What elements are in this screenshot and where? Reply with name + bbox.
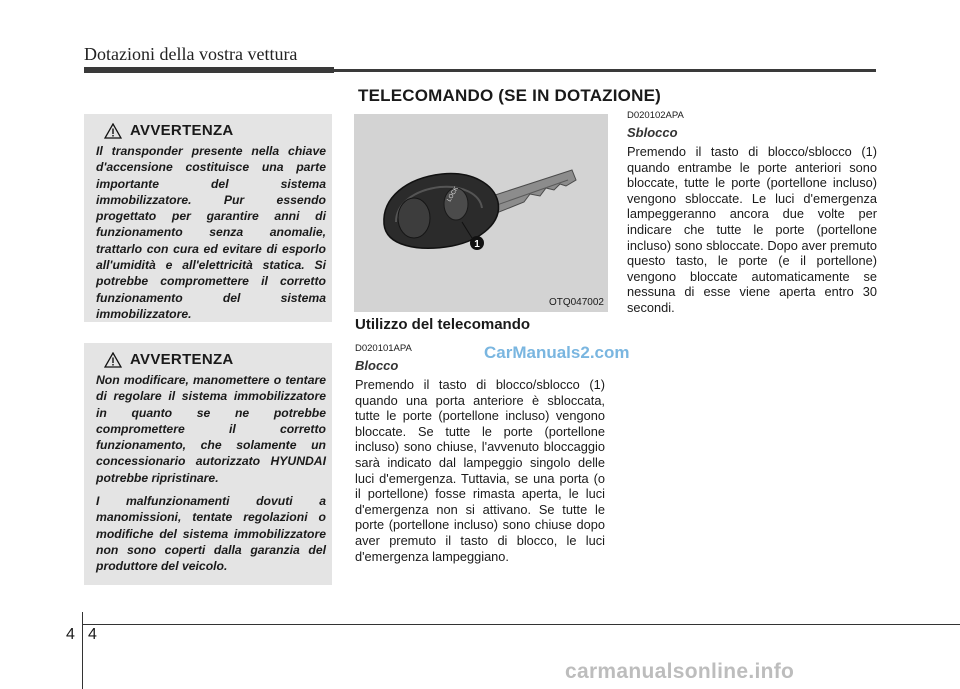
- callout-number: 1: [474, 239, 480, 250]
- lock-code: D020101APA: [355, 343, 412, 354]
- warning-text: Non modificare, manomettere o tentare di regolare il sistema immobilizzatore in quanto se ne potrebbe compromettere il corretto funzionamento, che solamente un concessionario autorizzato HYUNDAI potrebbe ripristinare.: [96, 373, 326, 485]
- watermark-bottom: carmanualsonline.info: [565, 660, 795, 683]
- key-illustration: [354, 114, 608, 312]
- warning-text: Il transponder presente nella chiave d'accensione costituisce una parte importante del sistema immobilizzatore. Pur essendo progettato per garantire anni di funzionamento senza anomalie, trattarlo con cura ed evitare di esporlo all'umidità e all'elettricità statica. Si potrebbe compromettere il corretto funzionamento del sistema immobilizzatore.: [96, 144, 326, 321]
- header-rule-thin: [334, 69, 876, 72]
- unlock-text: Premendo il tasto di blocco/sblocco (1) quando entrambe le porte anteriori sono bloccate, tutte le porte (portellone incluso) vengono sbloccate. Le luci d'emergenza lampeggeranno ancora due volte per indicare che tutte le porte (portellone incluso) sono sbloccate. Dopo aver premuto questo tasto, le porte (e il portellone) vengono bloccate automaticamente se nessuna di esse viene aperta entro 30 secondi.: [627, 144, 877, 315]
- page-number-right: 4: [88, 626, 97, 643]
- warning-header: [104, 122, 326, 139]
- unlock-title: Sblocco: [627, 125, 678, 140]
- footer-horizontal-rule: [82, 624, 960, 625]
- section-title: TELECOMANDO (SE IN DOTAZIONE): [358, 86, 661, 105]
- page-header-title: Dotazioni della vostra vettura: [84, 44, 298, 64]
- warning-text: I malfunzionamenti dovuti a manomissioni, tentate regolazioni o modifiche del sistema immobilizzatore non sono coperti dalla garanzia del produttore del veicolo.: [96, 494, 326, 574]
- header-rule-thick: [84, 67, 334, 73]
- watermark-top: CarManuals2.com: [484, 343, 630, 362]
- warning-header: [104, 351, 326, 368]
- warning-label: AVVERTENZA: [130, 122, 234, 139]
- lock-text: Premendo il tasto di blocco/sblocco (1) quando una porta anteriore è sbloccata, tutte le porte (portellone incluso) vengono bloccate. Se tutte le porte (portellone incluso) sono chiuse, l'avvenuto bloccaggio sarà indicato dal lampeggio singolo delle luci d'emergenza. Tuttavia, se una porta (o il portellone) fosse rimasta aperta, le luci d'emergenza non si attivano. Se tutte le porte (portellone incluso) sono chiuse dopo aver premuto il tasto di blocco, le luci d'emergenza lampeggiano.: [355, 377, 605, 564]
- unlock-column: [627, 110, 877, 316]
- warning-triangle-icon: [104, 352, 122, 368]
- svg-text:LOCK: LOCK: [446, 185, 460, 203]
- usage-heading: Utilizzo del telecomando: [355, 316, 531, 333]
- unlock-code: D020102APA: [627, 110, 684, 121]
- warning-box-transponder: [84, 114, 332, 322]
- warning-triangle-icon: [104, 123, 122, 139]
- warning-box-modification: [84, 343, 332, 585]
- warning-label: AVVERTENZA: [130, 351, 234, 368]
- lock-title: Blocco: [355, 358, 399, 373]
- figure-caption: OTQ047002: [548, 297, 604, 308]
- page-number-left: 4: [66, 626, 75, 643]
- remote-key-image: [354, 114, 608, 312]
